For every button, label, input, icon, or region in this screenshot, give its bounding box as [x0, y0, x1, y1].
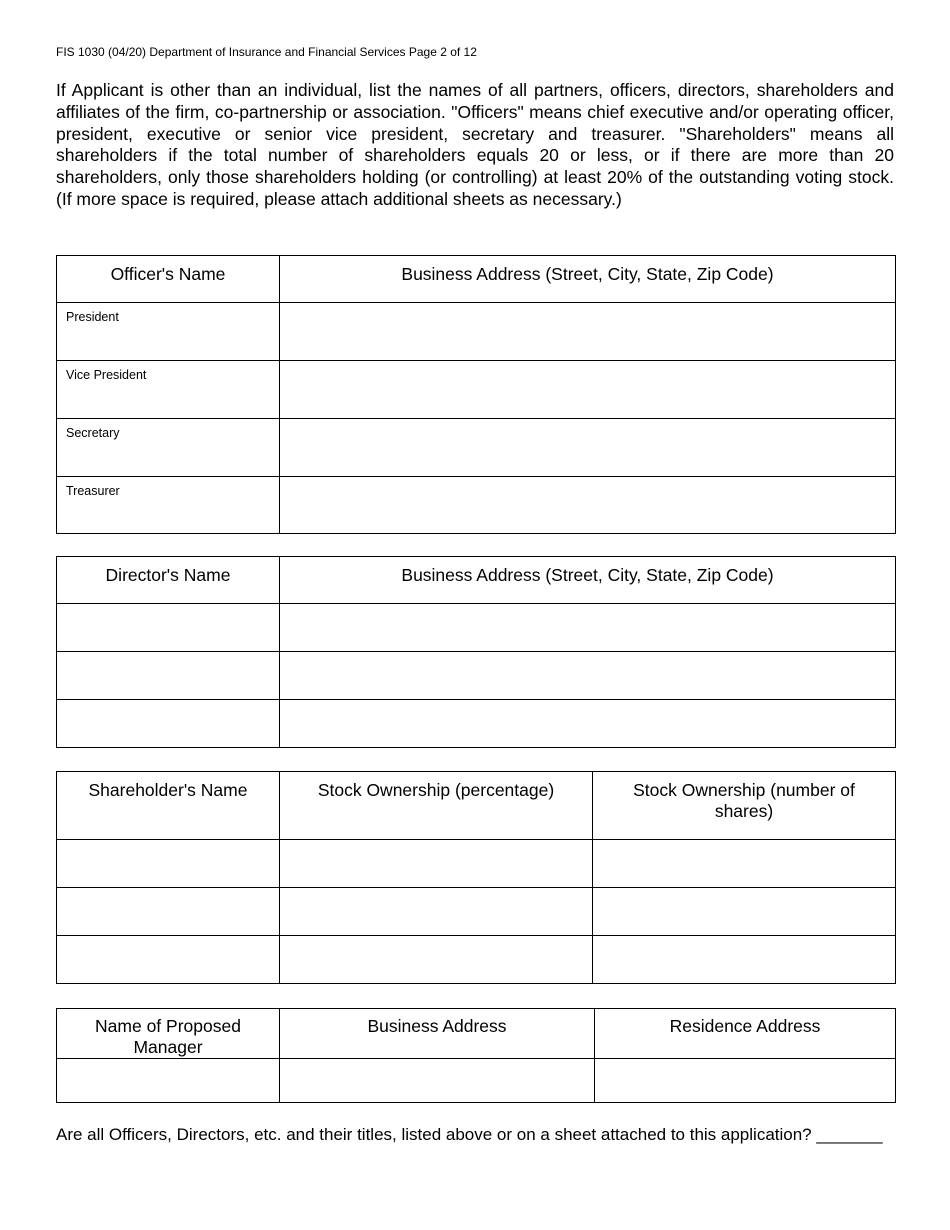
- table-row: [57, 700, 896, 748]
- instructions-paragraph: If Applicant is other than an individual, list the names of all partners, officers, directors, shareholders and affiliates of the firm, co-partnership or association. "Officers" means chief executive and/or operating officer, president, executive or senior vice president, secretary and treasurer. "Shareholders" means all shareholders if the total number of shareholders equals 20 or less, or if there are more than 20 shareholders, only those shareholders holding (or controlling) at least 20% of the outstanding voting stock. (If more space is required, please attach additional sheets as necessary.): [56, 80, 894, 209]
- director-address-field[interactable]: [280, 652, 896, 700]
- manager-residence-field[interactable]: [595, 1059, 896, 1103]
- table-row: [57, 604, 896, 652]
- shareholder-name-header: Shareholder's Name: [57, 772, 280, 840]
- officer-title-vice-president: Vice President: [57, 361, 280, 419]
- table-row: [57, 888, 896, 936]
- shareholder-name-field[interactable]: [57, 888, 280, 936]
- director-address-field[interactable]: [280, 604, 896, 652]
- form-header: FIS 1030 (04/20) Department of Insurance and Financial Services Page 2 of 12: [56, 45, 477, 59]
- stock-shares-field[interactable]: [593, 840, 896, 888]
- officer-name-header: Officer's Name: [57, 256, 280, 303]
- manager-business-field[interactable]: [280, 1059, 595, 1103]
- officer-title-treasurer: Treasurer: [57, 477, 280, 534]
- manager-residence-header: Residence Address: [595, 1009, 896, 1059]
- shareholder-name-field[interactable]: [57, 840, 280, 888]
- table-row: [57, 1059, 896, 1103]
- director-name-header: Director's Name: [57, 557, 280, 604]
- manager-business-header: Business Address: [280, 1009, 595, 1059]
- officers-table: [56, 255, 896, 534]
- director-name-field[interactable]: [57, 700, 280, 748]
- director-address-header: Business Address (Street, City, State, Zip Code): [280, 557, 896, 604]
- stock-shares-field[interactable]: [593, 936, 896, 984]
- directors-table: [56, 556, 896, 748]
- officer-address-field[interactable]: [280, 419, 896, 477]
- stock-percentage-header: Stock Ownership (percentage): [280, 772, 593, 840]
- table-row: [57, 303, 896, 361]
- shareholders-table: [56, 771, 896, 984]
- officer-title-secretary: Secretary: [57, 419, 280, 477]
- table-row: [57, 840, 896, 888]
- manager-name-header: Name of Proposed Manager: [57, 1009, 280, 1059]
- table-row: [57, 652, 896, 700]
- officers-listed-question: Are all Officers, Directors, etc. and their titles, listed above or on a sheet attached to this application? _______: [56, 1125, 883, 1144]
- officer-title-president: President: [57, 303, 280, 361]
- officer-address-header: Business Address (Street, City, State, Zip Code): [280, 256, 896, 303]
- manager-name-field[interactable]: [57, 1059, 280, 1103]
- director-name-field[interactable]: [57, 652, 280, 700]
- stock-percentage-field[interactable]: [280, 840, 593, 888]
- stock-percentage-field[interactable]: [280, 936, 593, 984]
- stock-shares-header: Stock Ownership (number of shares): [593, 772, 896, 840]
- officer-address-field[interactable]: [280, 477, 896, 534]
- table-row: [57, 419, 896, 477]
- stock-shares-field[interactable]: [593, 888, 896, 936]
- table-row: [57, 361, 896, 419]
- officer-address-field[interactable]: [280, 303, 896, 361]
- stock-percentage-field[interactable]: [280, 888, 593, 936]
- table-row: [57, 936, 896, 984]
- officer-address-field[interactable]: [280, 361, 896, 419]
- table-row: [57, 477, 896, 534]
- director-name-field[interactable]: [57, 604, 280, 652]
- proposed-manager-table: [56, 1008, 896, 1103]
- shareholder-name-field[interactable]: [57, 936, 280, 984]
- director-address-field[interactable]: [280, 700, 896, 748]
